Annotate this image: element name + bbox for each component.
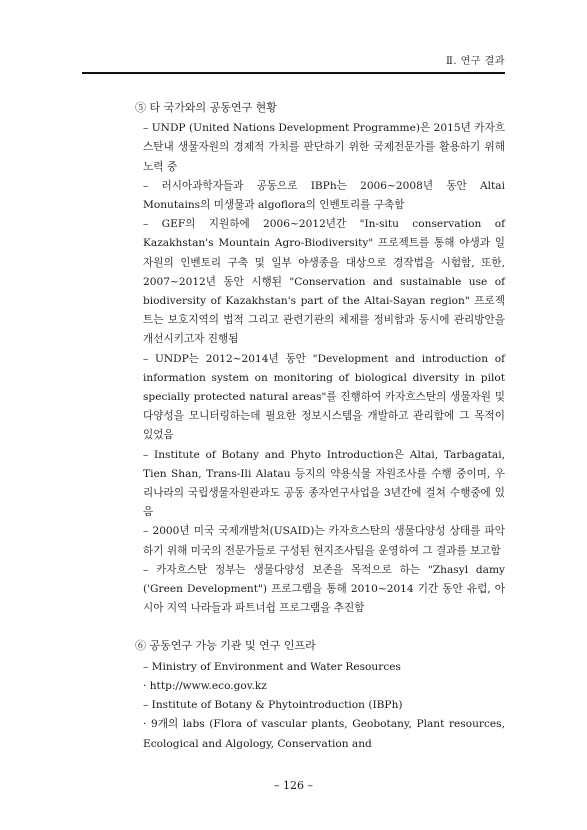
running-header: Ⅱ. 연구 결과 bbox=[446, 56, 505, 67]
section-5-item: – UNDP (United Nations Development Programme)은 2015년 카자흐스탄내 생물자원의 경제적 가치를 판단하기 위한 국제전문가를 활용하기 위해 노력 중 bbox=[143, 122, 505, 173]
section-6-item: – Ministry of Environment and Water Resources bbox=[143, 660, 401, 673]
header-rule bbox=[82, 72, 505, 74]
section-5-item: – Institute of Botany and Phyto Introduction은 Altai, Tarbagatai, Tien Shan, Trans-Ili Alatau 등지의 약용식물 자원조사를 수행 중이며, 우리나라의 국립생물자원관과도 공동 종자연구사업을 3년간에 걸쳐 수행중에 있음 bbox=[143, 448, 505, 519]
page-body bbox=[135, 98, 505, 754]
section-5-item: – 러시아과학자들과 공동으로 IBPh는 2006~2008년 동안 Altai Monutains의 미생물과 algoflora의 인벤토리를 구축함 bbox=[143, 179, 505, 212]
section-6-item: – Institute of Botany & Phytointroduction (IBPh) bbox=[143, 699, 403, 712]
section-6-item: · 9개의 labs (Flora of vascular plants, Geobotany, Plant resources, Ecological and Algology, Conservation and bbox=[143, 718, 505, 750]
section-5-item: – 2000년 미국 국제개발처(USAID)는 카자흐스탄의 생물다양성 상태를 파악하기 위해 미국의 전문가들로 구성된 현지조사팀을 운영하여 그 결과를 보고함 bbox=[143, 525, 505, 557]
section-5-item: – GEF의 지원하에 2006~2012년간 "In-situ conservation of Kazakhstan's Mountain Agro-Biodiversity" 프로젝트를 통해 야생과 일자원의 인벤토리 구축 및 일부 야생종을 대상으로 경작법을 시험함, 또한, 2007~2012년 동안 시행된 "Conservation and sustainable use of biodiversity of Kazakhstan's part of the Altai-Sayan region" 프로젝트는 보호지역의 법적 그리고 관련기관의 체제를 정비함과 동시에 관리방안을 개선시키고자 진행됨 bbox=[143, 218, 505, 346]
section-5-item: – UNDP는 2012~2014년 동안 "Development and introduction of information system on monitoring of biological diversity in pilot specially protected natural areas"를 진행하여 카자흐스탄의 생물자원 및 다양성을 모니터링하는데 필요한 정보시스템을 개발하고 관리함에 그 목적이 있었음 bbox=[143, 352, 505, 442]
section-5-item: – 카자흐스탄 정부는 생물다양성 보존을 목적으로 하는 "Zhasyl damy ('Green Development") 프로그램을 통해 2010~2014 기간 동안 유럽, 아시아 지역 나라들과 파트너쉽 프로그램을 추진함 bbox=[143, 563, 505, 615]
section-6-item: · http://www.eco.gov.kz bbox=[143, 679, 267, 692]
section-5-title: ⑤ 타 국가와의 공동연구 현황 bbox=[135, 101, 277, 114]
section-6-title: ⑥ 공동연구 가능 기관 및 연구 인프라 bbox=[135, 639, 316, 653]
page-number: – 126 – bbox=[274, 779, 313, 792]
